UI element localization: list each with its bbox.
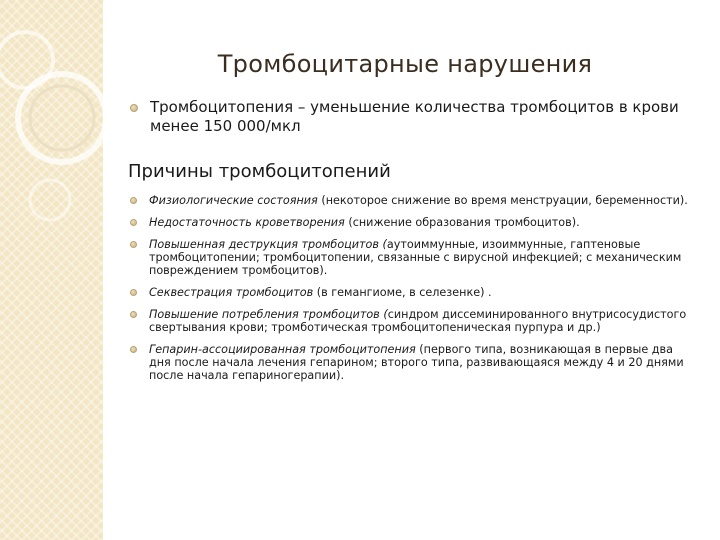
cause-term: Недостаточность кроветворения [149,216,345,229]
cause-description: (в гемангиоме, в селезенке) . [313,286,492,299]
cause-description: (некоторое снижение во время менструации, беременности). [317,194,688,207]
cause-term: Гепарин-ассоциированная тромбоцитопения [149,343,416,356]
list-item [130,343,690,382]
bullet-icon [130,311,137,318]
bullet-icon [130,241,137,248]
cause-term: Физиологические состояния [149,194,318,207]
bullet-icon [130,197,137,204]
list-item [130,216,690,229]
bullet-icon [130,289,137,296]
cause-term: Повышение потребления тромбоцитов ( [149,308,388,321]
bullet-icon [130,346,137,353]
list-item [130,308,690,334]
cause-description: (первого типа, возникающая в первые два дня после начала лечения гепарином; второго типа, развивающаяся между 4 и 20 днями после начала гепариногерапии). [149,343,684,382]
decorative-rings [0,0,140,260]
cause-description: (снижение образования тромбоцитов). [344,216,580,229]
cause-term: Повышенная деструкция тромбоцитов ( [149,238,387,251]
list-item [130,286,690,299]
main-point [130,98,690,136]
cause-description: синдром диссеминированного внутрисосудистого свертывания крови; тромботическая тромбоцитопеническая пурпура и др.) [149,308,687,334]
cause-description: аутоиммунные, изоиммунные, гаптеновые тромбоцитопении; тромбоцитопении, связанные с вирусной инфекцией; с механическим повреждением тромбоцитов). [149,238,682,277]
causes-list [130,194,690,391]
section-subtitle: Причины тромбоцитопений [128,161,391,182]
main-point-text: Тромбоцитопения – уменьшение количества тромбоцитов в крови менее 150 000/мкл [150,98,679,135]
bullet-icon [130,104,138,112]
cause-term: Секвестрация тромбоцитов [149,286,314,299]
bullet-icon [130,219,137,226]
list-item [130,238,690,277]
slide-title: Тромбоцитарные нарушения [217,50,593,78]
list-item [130,194,690,207]
